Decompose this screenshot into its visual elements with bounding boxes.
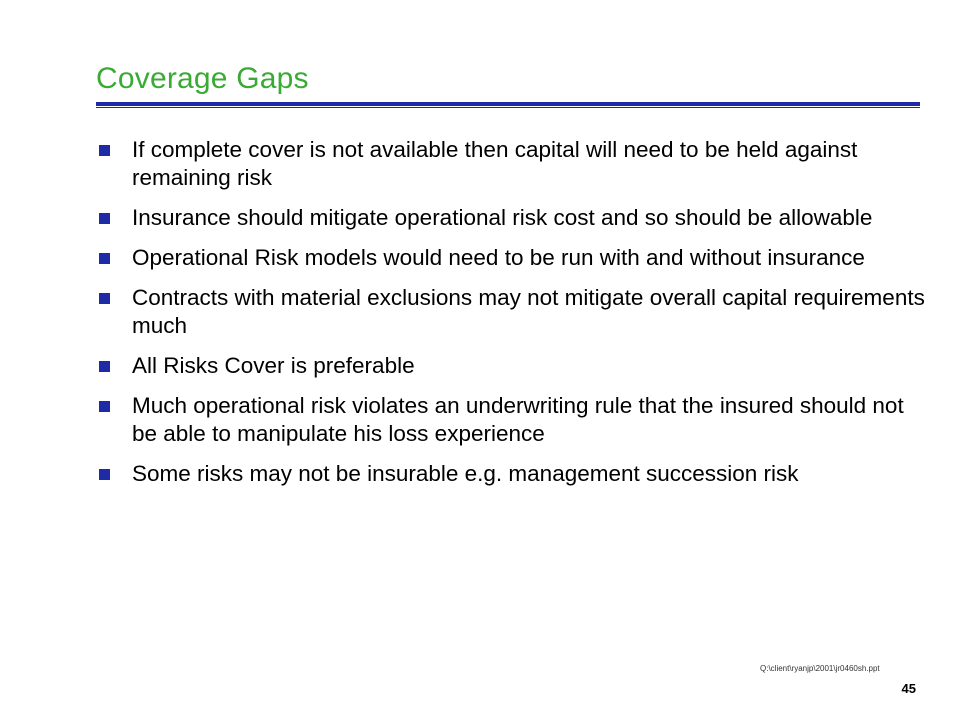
square-bullet-icon: [99, 145, 110, 156]
bullet-item: [96, 392, 926, 448]
bullet-text: Operational Risk models would need to be run with and without insurance: [132, 245, 865, 270]
bullet-text: All Risks Cover is preferable: [132, 353, 415, 378]
bullet-item: [96, 204, 926, 232]
bullet-item: [96, 352, 926, 380]
bullet-item: [96, 136, 926, 192]
square-bullet-icon: [99, 469, 110, 480]
bullet-text: Much operational risk violates an underwriting rule that the insured should not be able to manipulate his loss experience: [132, 393, 904, 446]
bullet-text: Contracts with material exclusions may not mitigate overall capital requirements much: [132, 285, 925, 338]
bullet-text: Some risks may not be insurable e.g. management succession risk: [132, 461, 799, 486]
bullet-text: Insurance should mitigate operational risk cost and so should be allowable: [132, 205, 873, 230]
title-underline-thin: [96, 107, 920, 108]
title-underline: [96, 102, 920, 106]
footer-file-path: Q:\client\ryanjp\2001\jr0460sh.ppt: [760, 664, 880, 673]
bullet-item: [96, 244, 926, 272]
slide-title: Coverage Gaps: [96, 62, 309, 95]
square-bullet-icon: [99, 253, 110, 264]
bullet-list: [96, 136, 926, 500]
square-bullet-icon: [99, 213, 110, 224]
bullet-text: If complete cover is not available then capital will need to be held against remaining risk: [132, 137, 858, 190]
square-bullet-icon: [99, 293, 110, 304]
square-bullet-icon: [99, 401, 110, 412]
page-number: 45: [901, 681, 916, 696]
bullet-item: [96, 460, 926, 488]
bullet-item: [96, 284, 926, 340]
square-bullet-icon: [99, 361, 110, 372]
